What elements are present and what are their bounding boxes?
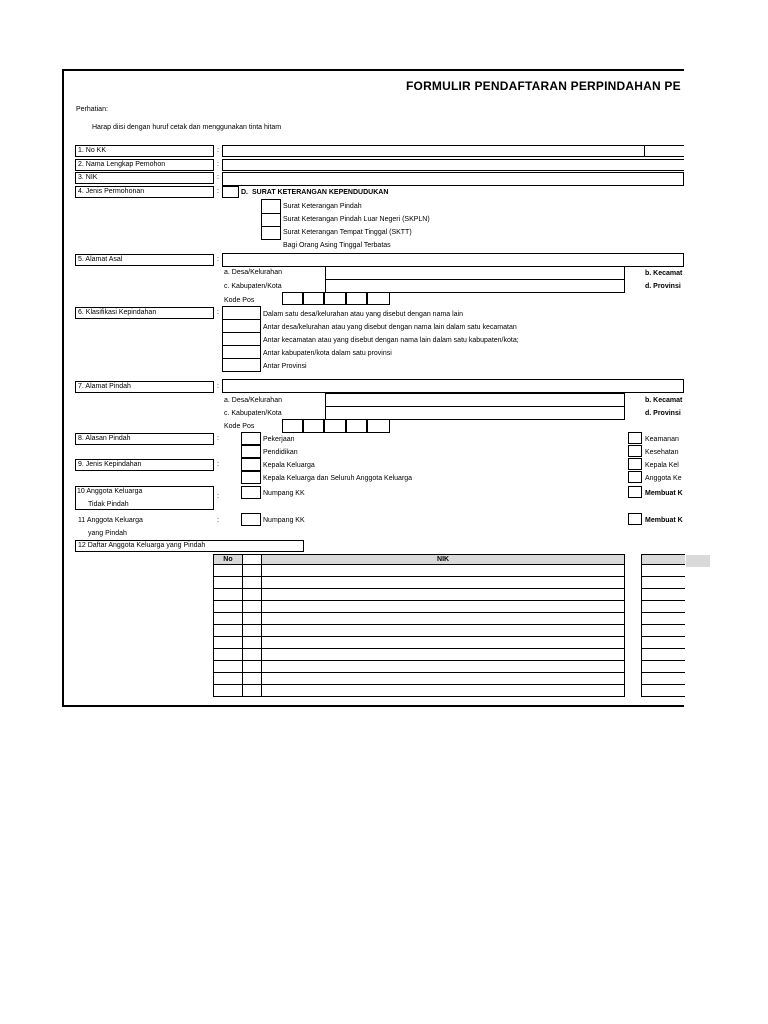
kep-anggota-checkbox[interactable]: [628, 471, 642, 483]
opt-skpln: Surat Keterangan Pindah Luar Negeri (SKPLN): [283, 216, 430, 223]
notice-heading: Perhatian:: [76, 106, 108, 113]
table-row[interactable]: [214, 673, 686, 685]
kodepos-digit[interactable]: [367, 292, 390, 305]
colon: :: [217, 161, 219, 168]
klas-o1-check[interactable]: [222, 306, 261, 320]
klas-o1: Dalam satu desa/kelurahan atau yang disebut dengan nama lain: [263, 311, 464, 318]
pindah-provinsi-label: d. Provinsi: [645, 410, 681, 417]
opt-skp: Surat Keterangan Pindah: [283, 203, 362, 210]
permohonan-check[interactable]: [222, 186, 239, 198]
klas-o4-check[interactable]: [222, 345, 261, 359]
gray-header-cell: [686, 555, 710, 567]
klas-o2-check[interactable]: [222, 319, 261, 333]
pindah-desa-label: a. Desa/Kelurahan: [224, 397, 282, 404]
table-row[interactable]: [214, 637, 686, 649]
pindah-numpang-checkbox[interactable]: [241, 513, 261, 526]
label-jenis-kepindahan: 9. Jenis Kepindahan: [75, 459, 214, 471]
kep-kk-all: Kepala Keluarga dan Seluruh Anggota Keluarga: [263, 475, 413, 482]
kodepos-digit[interactable]: [303, 419, 324, 433]
kodepos-digit[interactable]: [324, 292, 346, 305]
alasan-pekerjaan: Pekerjaan: [263, 436, 295, 443]
kep-anggota: Anggota Ke: [645, 475, 682, 482]
asal-kab-input[interactable]: [325, 279, 625, 293]
opt-sktt-checkbox[interactable]: [261, 226, 281, 240]
klas-o3-check[interactable]: [222, 332, 261, 346]
kep-kk-all-checkbox[interactable]: [241, 471, 261, 484]
kep-kk-checkbox[interactable]: [241, 458, 261, 471]
alasan-keamanan-checkbox[interactable]: [628, 432, 642, 444]
colon: :: [217, 383, 219, 390]
colon: :: [217, 435, 219, 442]
pindah-kab-input[interactable]: [325, 406, 625, 420]
label-daftar: 12 Daftar Anggota Keluarga yang Pindah: [75, 540, 304, 552]
label-klasifikasi: 6. Klasifikasi Kepindahan: [75, 307, 214, 319]
alasan-pekerjaan-checkbox[interactable]: [241, 432, 261, 445]
colon: :: [217, 517, 219, 524]
klas-o5-check[interactable]: [222, 358, 261, 372]
klas-o4: Antar kabupaten/kota dalam satu provinsi: [263, 350, 392, 357]
asal-kecamatan-label: b. Kecamat: [645, 270, 683, 277]
kodepos-digit[interactable]: [346, 419, 367, 433]
label-alamat-asal: 5. Alamat Asal: [75, 254, 214, 266]
pindah-membuat: Membuat K: [645, 517, 683, 524]
permohonan-heading: SURAT KETERANGAN KEPENDUDUKAN: [252, 189, 389, 196]
kodepos-digit[interactable]: [346, 292, 367, 305]
no-kk-extra[interactable]: [644, 145, 684, 157]
kep-kepala: Kepala Kel: [645, 462, 679, 469]
notice-text: Harap diisi dengan huruf cetak dan menggunakan tinta hitam: [92, 124, 282, 131]
asal-desa-input[interactable]: [325, 266, 625, 280]
table-row[interactable]: [214, 589, 686, 601]
permohonan-code: D.: [241, 189, 248, 196]
kep-kk: Kepala Keluarga: [263, 462, 315, 469]
asal-provinsi-label: d. Provinsi: [645, 283, 681, 290]
colon: :: [217, 174, 219, 181]
colon: :: [217, 188, 219, 195]
table-row[interactable]: [214, 601, 686, 613]
klas-o2: Antar desa/kelurahan atau yang disebut dengan nama lain dalam satu kecamatan: [263, 324, 517, 331]
kep-kepala-checkbox[interactable]: [628, 458, 642, 470]
label-anggota-tidak-1: 10 Anggota Keluarga: [77, 488, 143, 495]
opt-sktt-note: Bagi Orang Asing Tinggal Terbatas: [283, 242, 391, 249]
klas-o3: Antar kecamatan atau yang disebut dengan nama lain dalam satu kabupaten/kota;: [263, 337, 519, 344]
kodepos-digit[interactable]: [303, 292, 324, 305]
colon: :: [217, 461, 219, 468]
alamat-asal-input[interactable]: [222, 253, 684, 267]
label-alamat-pindah: 7. Alamat Pindah: [75, 381, 214, 393]
table-row[interactable]: [214, 649, 686, 661]
col-no: No: [214, 555, 243, 565]
kodepos-digit[interactable]: [282, 292, 303, 305]
label-nama: 2. Nama Lengkap Pemohon: [75, 159, 214, 171]
label-no-kk: 1. No KK: [75, 145, 214, 157]
tidak-numpang-checkbox[interactable]: [241, 486, 261, 499]
opt-sktt: Surat Keterangan Tempat Tinggal (SKTT): [283, 229, 412, 236]
label-anggota-pindah-2: yang Pindah: [88, 530, 127, 537]
label-anggota-pindah-1: 11 Anggota Keluarga: [78, 517, 143, 524]
colon: :: [217, 256, 219, 263]
colon: :: [217, 493, 219, 500]
col-next: [642, 555, 685, 565]
label-jenis-permohonan: 4. Jenis Permohonan: [75, 186, 214, 198]
colon: :: [217, 309, 219, 316]
tidak-membuat: Membuat K: [645, 490, 683, 497]
kodepos-digit[interactable]: [324, 419, 346, 433]
label-nik: 3. NIK: [75, 172, 214, 184]
pindah-kab-label: c. Kabupaten/Kota: [224, 410, 282, 417]
table-row[interactable]: [214, 625, 686, 637]
nama-input[interactable]: [222, 159, 684, 171]
table-row[interactable]: [214, 613, 686, 625]
table-row[interactable]: [214, 685, 686, 697]
opt-skpln-checkbox[interactable]: [261, 213, 281, 227]
table-row[interactable]: [214, 661, 686, 673]
alasan-pendidikan: Pendidikan: [263, 449, 298, 456]
label-anggota-tidak-2: Tidak Pindah: [88, 501, 129, 508]
asal-desa-label: a. Desa/Kelurahan: [224, 269, 282, 276]
alasan-pendidikan-checkbox[interactable]: [241, 445, 261, 458]
members-table: [213, 554, 685, 697]
alasan-keamanan: Keamanan: [645, 436, 679, 443]
no-kk-input[interactable]: [222, 145, 645, 157]
col-spacer: [242, 555, 261, 565]
pindah-membuat-checkbox[interactable]: [628, 513, 642, 525]
kodepos-digit[interactable]: [282, 419, 303, 433]
form-title: FORMULIR PENDAFTARAN PERPINDAHAN PE: [406, 79, 681, 93]
col-gap: [625, 555, 642, 565]
kodepos-digit[interactable]: [367, 419, 390, 433]
pindah-desa-input[interactable]: [325, 393, 625, 407]
colon: :: [217, 147, 219, 154]
table-row[interactable]: [214, 577, 686, 589]
pindah-kecamatan-label: b. Kecamat: [645, 397, 683, 404]
asal-kab-label: c. Kabupaten/Kota: [224, 283, 282, 290]
alamat-pindah-input[interactable]: [222, 379, 684, 393]
nik-input[interactable]: [222, 172, 684, 186]
tidak-membuat-checkbox[interactable]: [628, 486, 642, 498]
table-row[interactable]: [214, 565, 686, 577]
col-nik: NIK: [261, 555, 625, 565]
label-alasan: 8. Alasan Pindah: [75, 433, 214, 445]
pindah-numpang: Numpang KK: [263, 517, 305, 524]
alasan-kesehatan-checkbox[interactable]: [628, 445, 642, 457]
pindah-kodepos-label: Kode Pos: [224, 423, 255, 430]
alasan-kesehatan: Kesehatan: [645, 449, 679, 456]
tidak-numpang: Numpang KK: [263, 490, 305, 497]
klas-o5: Antar Provinsi: [263, 363, 307, 370]
asal-kodepos-label: Kode Pos: [224, 297, 255, 304]
opt-skp-checkbox[interactable]: [261, 199, 281, 214]
